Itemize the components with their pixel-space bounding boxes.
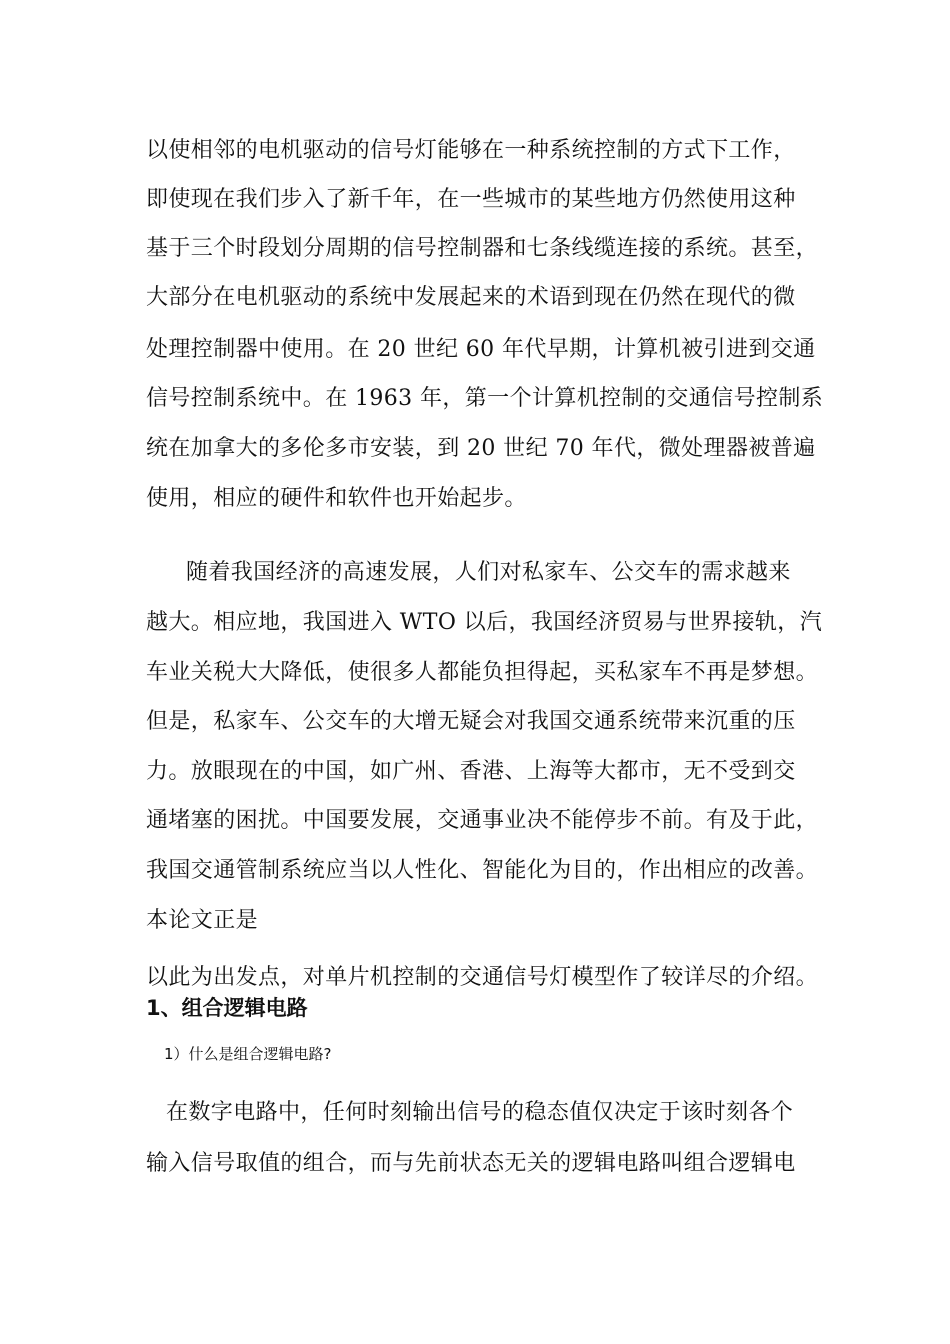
text-line: 我国交通管制系统应当以人性化、智能化为目的，作出相应的改善。: [146, 858, 819, 883]
text-line: 信号控制系统中。在 1963 年，第一个计算机控制的交通信号控制系: [146, 386, 824, 411]
text-line: 输入信号取值的组合，而与先前状态无关的逻辑电路叫组合逻辑电: [146, 1151, 796, 1176]
text-line: 以此为出发点，对单片机控制的交通信号灯模型作了较详尽的介绍。: [146, 965, 819, 990]
subsection-heading: 1）什么是组合逻辑电路?: [164, 1045, 332, 1063]
text-line: 本论文正是: [146, 908, 259, 933]
text-line: 统在加拿大的多伦多市安装，到 20 世纪 70 年代，微处理器被普遍: [146, 436, 816, 461]
text-line: 以使相邻的电机驱动的信号灯能够在一种系统控制的方式下工作，: [146, 138, 796, 163]
text-line: 车业关税大大降低，使很多人都能负担得起，买私家车不再是梦想。: [146, 660, 819, 685]
text-line: 越大。相应地，我国进入 WTO 以后，我国经济贸易与世界接轨，汽: [146, 610, 823, 635]
text-line: 力。放眼现在的中国，如广州、香港、上海等大都市，无不受到交: [146, 759, 796, 784]
text-line: 在数字电路中，任何时刻输出信号的稳态值仅决定于该时刻各个: [166, 1100, 794, 1125]
section-heading: 1、组合逻辑电路: [146, 996, 308, 1020]
text-line: 使用，相应的硬件和软件也开始起步。: [146, 486, 527, 511]
text-line: 随着我国经济的高速发展，人们对私家车、公交车的需求越来: [186, 560, 791, 585]
text-line: 基于三个时段划分周期的信号控制器和七条线缆连接的系统。甚至，: [146, 236, 819, 261]
text-line: 即使现在我们步入了新千年，在一些城市的某些地方仍然使用这种: [146, 187, 796, 212]
text-line: 通堵塞的困扰。中国要发展，交通事业决不能停步不前。有及于此，: [146, 808, 819, 833]
text-line: 但是，私家车、公交车的大增无疑会对我国交通系统带来沉重的压: [146, 709, 796, 734]
text-line: 处理控制器中使用。在 20 世纪 60 年代早期，计算机被引进到交通: [146, 337, 816, 362]
text-line: 大部分在电机驱动的系统中发展起来的术语到现在仍然在现代的微: [146, 285, 796, 310]
